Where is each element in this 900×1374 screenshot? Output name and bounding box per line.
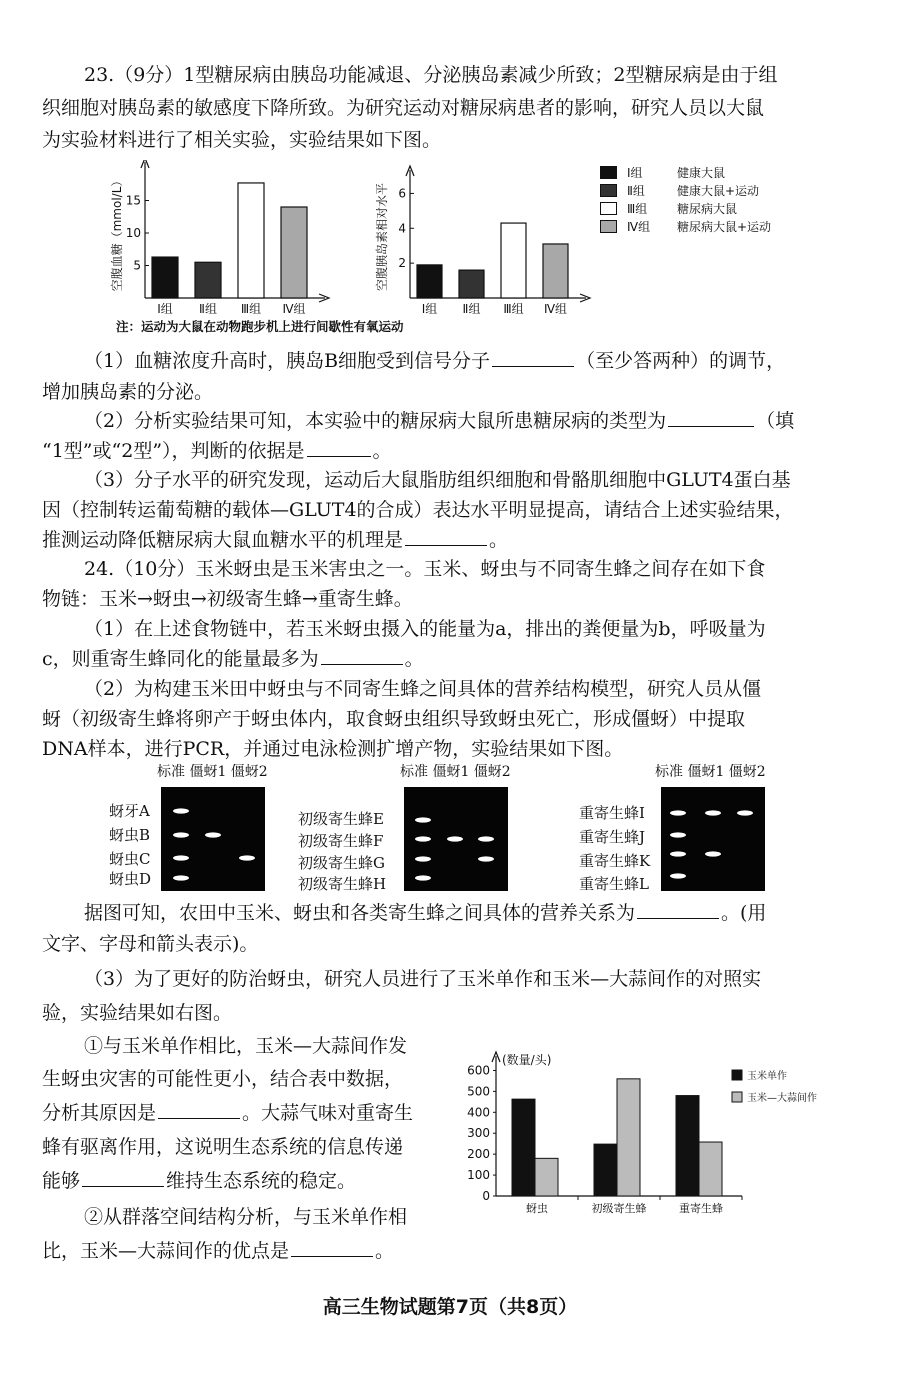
legend-desc: 健康大鼠+运动 (677, 183, 760, 198)
q23-p3-line3: 推测运动降低糖尿病大鼠血糖水平的机理是 。 (42, 529, 509, 551)
y-tick-label: 100 (467, 1168, 490, 1183)
q24-p2-line5: 文字、字母和箭头表示)。 (42, 933, 259, 955)
q24-s2-line2: 比，玉米—大蒜间作的优点是 。 (42, 1240, 395, 1262)
bar (195, 262, 221, 298)
gel-band (415, 875, 431, 880)
chart-note: 注：运动为大鼠在动物跑步机上进行间歇性有氧运动 (116, 319, 404, 334)
x-tick-label: Ⅲ组 (240, 302, 262, 316)
gel-label: 蚜牙A (109, 802, 150, 820)
x-tick-label: Ⅱ组 (199, 302, 217, 316)
y-tick-label: 2 (398, 256, 406, 271)
legend-group: Ⅳ组 (627, 219, 651, 234)
legend-swatch (600, 220, 617, 233)
y-axis-title: (数量/头) (502, 1053, 552, 1067)
q23-p2-line2: “1型”或“2型”），判断的依据是 。 (42, 440, 392, 462)
gel-label: 初级寄生蜂H (298, 875, 387, 893)
page-footer: 高三生物试题第7页（共8页） (322, 1296, 578, 1318)
gel-band (478, 836, 494, 841)
answer-blank[interactable] (82, 1170, 164, 1187)
q24-p3-line2: 验，实验结果如右图。 (42, 1002, 233, 1024)
q24-p1-line2: c，则重寄生蜂同化的能量最多为 。 (42, 648, 424, 670)
answer-blank[interactable] (492, 350, 574, 367)
q24-p3-line1: （3）为了更好的防治蚜虫，研究人员进行了玉米单作和玉米—大蒜间作的对照实 (84, 968, 762, 990)
answer-blank[interactable] (321, 648, 403, 665)
legend-desc: 糖尿病大鼠+运动 (677, 219, 772, 234)
gel-label: 初级寄生蜂G (298, 854, 385, 872)
bar (238, 183, 264, 298)
gel-band (415, 856, 431, 861)
x-tick-label: Ⅳ组 (282, 302, 306, 316)
legend-swatch (600, 184, 617, 197)
x-tick-label: 初级寄生蜂 (591, 1202, 647, 1215)
gel-label: 初级寄生蜂E (298, 810, 384, 828)
bar (501, 223, 526, 298)
gel-header: 标准 僵蚜1 僵蚜2 (400, 764, 511, 780)
q23-p1-line2: 增加胰岛素的分泌。 (42, 381, 214, 403)
y-axis-title: 空腹胰岛素相对水平 (375, 182, 389, 292)
gel-band (173, 808, 189, 813)
gel-band (670, 832, 686, 837)
y-tick-label: 15 (125, 193, 141, 208)
y-tick-label: 0 (482, 1189, 490, 1203)
gel-band (670, 851, 686, 856)
answer-blank[interactable] (637, 902, 719, 919)
y-axis-title: 空腹血糖（mmol/L） (110, 174, 124, 292)
legend-item (600, 163, 800, 181)
q24-s1-line1: ①与玉米单作相比，玉米—大蒜间作发 (84, 1035, 408, 1057)
legend-item (600, 181, 800, 199)
q24-s1-line2: 生蚜虫灾害的可能性更小，结合表中数据， (42, 1068, 404, 1090)
bar (617, 1079, 640, 1196)
bar (543, 244, 568, 298)
gel-band (670, 810, 686, 815)
y-tick-label: 6 (398, 186, 406, 201)
gel-label: 蚜虫D (109, 870, 152, 888)
x-tick-label: 蚜虫 (526, 1202, 548, 1215)
gel-band (173, 875, 189, 880)
answer-blank[interactable] (307, 440, 371, 457)
gel-header: 标准 僵蚜1 僵蚜2 (655, 764, 766, 780)
q23-line2: 织细胞对胰岛素的敏感度下降所致。为研究运动对糖尿病患者的影响，研究人员以大鼠 (42, 97, 765, 119)
gel-label: 重寄生蜂I (579, 804, 645, 822)
gel-band (705, 810, 721, 815)
bar (535, 1158, 558, 1196)
q23-p1-line1: （1）血糖浓度升高时，胰岛B细胞受到信号分子 （至少答两种）的调节， (84, 350, 786, 372)
q24-line1: 24.（10分）玉米蚜虫是玉米害虫之一。玉米、蚜虫与不同寄生蜂之间存在如下食 (84, 558, 766, 580)
q24-s2-line1: ②从群落空间结构分析，与玉米单作相 (84, 1206, 408, 1228)
gel-band (173, 832, 189, 837)
x-tick-label: Ⅰ组 (157, 302, 173, 316)
legend-swatch (732, 1092, 742, 1102)
gel-background (161, 787, 265, 891)
insulin-chart (370, 160, 600, 325)
q24-line2: 物链：玉米→蚜虫→初级寄生蜂→重寄生蜂。 (42, 588, 413, 610)
gel-primary-wasp (296, 760, 516, 895)
q23-p3-line1: （3）分子水平的研究发现，运动后大鼠脂肪组织细胞和骨骼肌细胞中GLUT4蛋白基 (84, 469, 791, 491)
legend-label: 玉米单作 (747, 1071, 787, 1082)
y-tick-label: 4 (398, 221, 406, 236)
bar (152, 257, 178, 298)
glucose-chart (100, 160, 340, 325)
gel-label: 重寄生蜂L (579, 875, 649, 893)
gel-band (239, 855, 255, 860)
x-tick-label: Ⅲ组 (503, 302, 524, 316)
bar (594, 1144, 617, 1196)
q23-line1: 23.（9分）1型糖尿病由胰岛功能减退、分泌胰岛素减少所致；2型糖尿病是由于组 (84, 64, 778, 86)
y-tick-label: 200 (467, 1147, 490, 1162)
bar (676, 1096, 699, 1196)
gel-label: 重寄生蜂J (579, 828, 646, 846)
legend-group: Ⅲ组 (627, 201, 648, 216)
answer-blank[interactable] (668, 410, 754, 427)
gel-label: 初级寄生蜂F (298, 832, 384, 850)
q23-p3-line2: 因（控制转运葡萄糖的载体—GLUT4的合成）表达水平明显提高，请结合上述实验结果， (42, 499, 794, 521)
gel-header: 标准 僵蚜1 僵蚜2 (157, 764, 268, 780)
gel-band (737, 810, 753, 815)
gel-band (173, 855, 189, 860)
x-tick-label: Ⅰ组 (421, 302, 438, 316)
legend-swatch (732, 1070, 742, 1080)
gel-aphid (105, 760, 275, 895)
legend-swatch (600, 202, 617, 215)
legend-desc: 健康大鼠 (677, 165, 726, 180)
gel-band (415, 817, 431, 822)
q24-p2-line3: DNA样本，进行PCR，并通过电泳检测扩增产物，实验结果如下图。 (42, 738, 624, 760)
x-tick-label: Ⅳ组 (543, 302, 568, 316)
q24-s1-line4: 蜂有驱离作用，这说明生态系统的信息传递 (42, 1136, 404, 1158)
q24-s1-line5: 能够 维持生态系统的稳定。 (42, 1170, 357, 1192)
legend-label: 玉米—大蒜间作 (747, 1093, 817, 1104)
gel-band (670, 873, 686, 878)
group-legend (600, 163, 800, 235)
intercrop-chart (460, 1042, 840, 1232)
y-tick-label: 300 (467, 1126, 490, 1141)
legend-item (600, 199, 800, 217)
q24-s1-line3: 分析其原因是 。大蒜气味对重寄生 (42, 1102, 414, 1124)
gel-hyperparasitoid (577, 760, 797, 895)
y-tick-label: 600 (467, 1063, 490, 1078)
y-tick-label: 5 (133, 258, 141, 273)
q23-line3: 为实验材料进行了相关实验，实验结果如下图。 (42, 129, 442, 151)
gel-band (705, 851, 721, 856)
x-tick-label: 重寄生蜂 (679, 1202, 723, 1215)
y-tick-label: 500 (467, 1084, 490, 1099)
gel-band (415, 836, 431, 841)
legend-item (600, 217, 800, 235)
answer-blank[interactable] (405, 529, 487, 546)
legend-desc: 糖尿病大鼠 (677, 201, 738, 216)
q24-p1-line1: （1）在上述食物链中，若玉米蚜虫摄入的能量为a，排出的粪便量为b，呼吸量为 (84, 618, 766, 640)
bar (281, 207, 307, 298)
bar (417, 265, 442, 298)
gel-label: 蚜虫C (109, 850, 151, 868)
x-tick-label: Ⅱ组 (462, 302, 481, 316)
gel-band (478, 856, 494, 861)
bar (699, 1142, 722, 1196)
answer-blank[interactable] (158, 1102, 240, 1119)
gel-band (447, 836, 463, 841)
legend-group: Ⅰ组 (627, 165, 643, 180)
gel-label: 蚜虫B (109, 826, 151, 844)
q24-p2-line2: 蚜（初级寄生蜂将卵产于蚜虫体内，取食蚜虫组织导致蚜虫死亡，形成僵蚜）中提取 (42, 708, 746, 730)
y-tick-label: 10 (125, 226, 141, 240)
q24-p2-line4: 据图可知，农田中玉米、蚜虫和各类寄生蜂之间具体的营养关系为 。(用 (84, 902, 767, 924)
answer-blank[interactable] (291, 1240, 373, 1257)
q23-p2-line1: （2）分析实验结果可知，本实验中的糖尿病大鼠所患糖尿病的类型为 （填 (84, 410, 795, 432)
legend-group: Ⅱ组 (627, 183, 645, 198)
gel-band (205, 832, 221, 837)
bar (512, 1099, 535, 1196)
q24-p2-line1: （2）为构建玉米田中蚜虫与不同寄生蜂之间具体的营养结构模型，研究人员从僵 (84, 678, 762, 700)
legend-swatch (600, 166, 617, 179)
y-tick-label: 400 (467, 1105, 490, 1120)
gel-label: 重寄生蜂K (579, 852, 651, 870)
bar (459, 270, 484, 298)
